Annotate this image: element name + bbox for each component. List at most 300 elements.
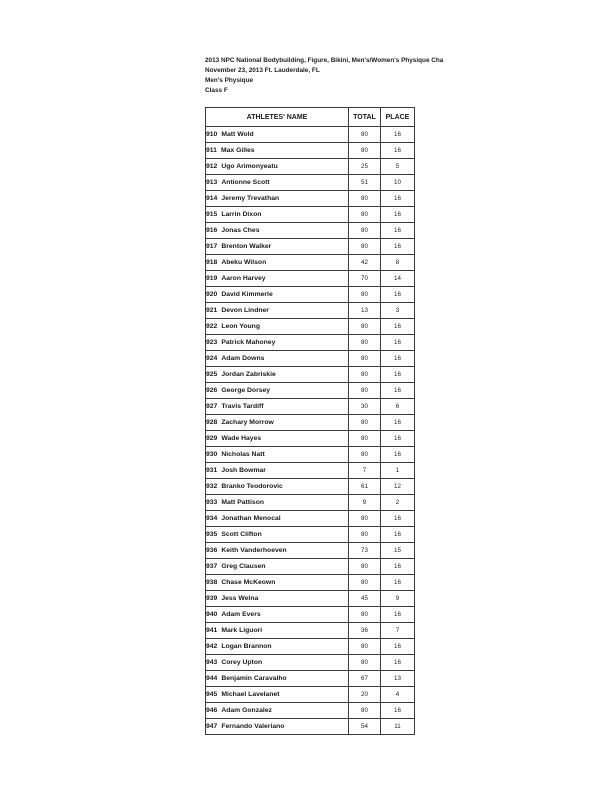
place-value: 16 [394,387,401,394]
athlete-name-cell [206,383,349,399]
competitor-number: 942 [206,643,218,650]
competitor-name: Adam Downs [221,355,265,362]
place-cell [381,559,415,575]
athlete-name-cell [206,255,349,271]
competitor-name: Mark Liguori [221,627,263,634]
table-row [206,271,415,287]
competitor-number: 929 [206,435,218,442]
place-cell [381,671,415,687]
table-row [206,511,415,527]
place-cell [381,687,415,703]
place-value: 16 [394,211,401,218]
athlete-name-cell [206,223,349,239]
place-cell [381,207,415,223]
place-cell [381,287,415,303]
total-value: 80 [361,435,368,442]
table-row [206,159,415,175]
place-value: 15 [394,547,401,554]
place-value: 5 [395,163,400,170]
athlete-name-cell [206,143,349,159]
athlete-name-cell [206,399,349,415]
table-row [206,527,415,543]
competitor-number: 930 [206,451,218,458]
athlete-name-cell [206,367,349,383]
competitor-number: 944 [206,675,218,682]
competitor-name: Travis Tardiff [221,403,264,410]
total-value: 80 [361,339,368,346]
total-value: 80 [361,707,368,714]
results-table [205,107,415,735]
athlete-name-cell [206,591,349,607]
table-row [206,223,415,239]
athlete-name-cell [206,687,349,703]
athlete-name-cell [206,623,349,639]
document-header [205,56,443,96]
total-value: 73 [361,547,368,554]
table-row [206,399,415,415]
total-value: 80 [361,195,368,202]
athlete-name-cell [206,303,349,319]
competitor-name: Benjamin Caravalho [221,675,287,682]
competitor-name: Matt Pattison [221,499,265,506]
athlete-name-cell [206,207,349,223]
total-value: 20 [361,691,368,698]
place-cell [381,271,415,287]
total-value: 30 [361,403,368,410]
place-cell [381,591,415,607]
table-row [206,143,415,159]
table-row [206,591,415,607]
athlete-name-cell [206,575,349,591]
total-value: 70 [361,275,368,282]
total-cell [349,383,381,399]
competitor-number: 947 [206,723,218,730]
competitor-number: 928 [206,419,218,426]
total-value: 80 [361,387,368,394]
total-cell [349,255,381,271]
athlete-name-cell [206,415,349,431]
total-cell [349,607,381,623]
place-value: 16 [394,611,401,618]
place-cell [381,143,415,159]
competitor-name: Adam Gonzalez [221,707,272,714]
competitor-name: Matt Wold [221,131,254,138]
table-row [206,463,415,479]
competitor-name: Wade Hayes [221,435,262,442]
place-cell [381,623,415,639]
competitor-name: Abeku Wilson [221,259,267,266]
table-row [206,479,415,495]
place-cell [381,319,415,335]
place-cell [381,335,415,351]
place-value: 16 [394,419,401,426]
place-cell [381,703,415,719]
table-row [206,719,415,735]
competitor-number: 927 [206,403,218,410]
place-cell [381,463,415,479]
competitor-number: 936 [206,547,218,554]
total-cell [349,415,381,431]
place-value: 16 [394,323,401,330]
table-row [206,703,415,719]
place-cell [381,447,415,463]
competitor-name: Adam Evers [221,611,261,618]
competitor-name: Logan Brannon [221,643,272,650]
total-value: 80 [361,579,368,586]
place-value: 16 [394,131,401,138]
table-row [206,303,415,319]
event-date-location: November 23, 2013 Ft. Lauderdale, FL [205,67,320,74]
total-value: 9 [362,499,367,506]
place-cell [381,479,415,495]
place-value: 16 [394,579,401,586]
competitor-name: Josh Bowmar [221,467,266,474]
total-cell [349,175,381,191]
competitor-number: 939 [206,595,218,602]
place-value: 16 [394,147,401,154]
place-value: 8 [395,259,400,266]
competitor-name: Branko Teodorovic [221,483,283,490]
place-value: 12 [394,483,401,490]
total-cell [349,447,381,463]
place-value: 16 [394,435,401,442]
competitor-number: 931 [206,467,218,474]
table-row [206,495,415,511]
competitor-number: 943 [206,659,218,666]
place-value: 16 [394,643,401,650]
athlete-name-cell [206,607,349,623]
total-value: 80 [361,515,368,522]
competitor-number: 926 [206,387,218,394]
total-value: 80 [361,531,368,538]
competitor-number: 933 [206,499,218,506]
athlete-name-cell [206,671,349,687]
competitor-number: 921 [206,307,218,314]
total-cell [349,319,381,335]
competitor-number: 940 [206,611,218,618]
athlete-name-cell [206,511,349,527]
total-value: 80 [361,227,368,234]
place-cell [381,655,415,671]
total-cell [349,719,381,735]
athlete-name-cell [206,431,349,447]
place-value: 16 [394,339,401,346]
total-cell [349,463,381,479]
results-table-body [206,127,415,735]
place-cell [381,383,415,399]
competitor-name: Devon Lindner [221,307,269,314]
competitor-name: Leon Young [221,323,260,330]
place-value: 16 [394,451,401,458]
athlete-name-cell [206,447,349,463]
competitor-number: 922 [206,323,218,330]
total-value: 80 [361,563,368,570]
place-cell [381,127,415,143]
competitor-name: Patrick Mahoney [221,339,276,346]
total-cell [349,367,381,383]
competitor-name: Jess Welna [221,595,259,602]
competitor-number: 941 [206,627,218,634]
total-cell [349,543,381,559]
total-value: 13 [361,307,368,314]
place-cell [381,511,415,527]
total-cell [349,687,381,703]
total-cell [349,335,381,351]
competitor-name: Jonas Ches [221,227,260,234]
athlete-name-cell [206,703,349,719]
total-value: 80 [361,291,368,298]
table-row [206,319,415,335]
athlete-name-cell [206,527,349,543]
total-value: 80 [361,243,368,250]
competitor-number: 924 [206,355,218,362]
place-cell [381,527,415,543]
competitor-name: Keith Vanderhoeven [221,547,287,554]
total-value: 80 [361,211,368,218]
place-value: 16 [394,563,401,570]
table-row [206,543,415,559]
athlete-name-cell [206,271,349,287]
total-cell [349,479,381,495]
total-value: 80 [361,131,368,138]
table-row [206,687,415,703]
competitor-name: Fernando Valeriano [221,723,285,730]
table-row [206,207,415,223]
competitor-name: Antionne Scott [221,179,270,186]
place-value: 2 [395,499,400,506]
place-cell [381,159,415,175]
place-cell [381,351,415,367]
table-row [206,175,415,191]
place-value: 10 [394,179,401,186]
table-row [206,239,415,255]
athlete-name-cell [206,719,349,735]
place-cell [381,639,415,655]
event-title: 2013 NPC National Bodybuilding, Figure, Bikini, Men's/Women's Physique Cha [205,57,444,64]
total-value: 45 [361,595,368,602]
competitor-number: 925 [206,371,218,378]
place-value: 6 [395,403,400,410]
athlete-name-cell [206,287,349,303]
place-cell [381,191,415,207]
place-cell [381,415,415,431]
athlete-name-cell [206,559,349,575]
competitor-name: Scott Clifton [221,531,262,538]
competitor-number: 912 [206,163,218,170]
total-cell [349,655,381,671]
place-value: 16 [394,195,401,202]
place-value: 16 [394,355,401,362]
table-row [206,447,415,463]
place-value: 13 [394,675,401,682]
place-value: 16 [394,659,401,666]
class-label: Class F [205,87,228,94]
table-row [206,671,415,687]
place-value: 16 [394,707,401,714]
total-value: 54 [361,723,368,730]
competitor-number: 910 [206,131,218,138]
competitor-number: 919 [206,275,218,282]
total-cell [349,703,381,719]
competitor-number: 914 [206,195,218,202]
place-cell [381,607,415,623]
place-value: 16 [394,531,401,538]
competitor-number: 937 [206,563,218,570]
athlete-name-cell [206,463,349,479]
total-value: 67 [361,675,368,682]
table-row [206,127,415,143]
competitor-name: Jeremy Trevathan [221,195,280,202]
competitor-name: Zachary Morrow [221,419,274,426]
table-row [206,287,415,303]
total-cell [349,431,381,447]
place-value: 16 [394,243,401,250]
place-value: 16 [394,291,401,298]
total-cell [349,159,381,175]
table-row [206,607,415,623]
total-value: 51 [361,179,368,186]
place-cell [381,303,415,319]
athlete-name-cell [206,335,349,351]
competitor-name: Aaron Harvey [221,275,266,282]
athlete-name-cell [206,175,349,191]
total-value: 80 [361,419,368,426]
athlete-name-cell [206,639,349,655]
total-cell [349,575,381,591]
competitor-number: 917 [206,243,218,250]
place-cell [381,367,415,383]
place-value: 9 [395,595,400,602]
athlete-name-cell [206,479,349,495]
place-value: 3 [395,307,400,314]
place-cell [381,239,415,255]
competitor-number: 945 [206,691,218,698]
athlete-name-cell [206,495,349,511]
athlete-name-cell [206,655,349,671]
total-value: 80 [361,643,368,650]
total-value: 80 [361,147,368,154]
competitor-number: 938 [206,579,218,586]
table-row [206,623,415,639]
total-cell [349,143,381,159]
competitor-number: 913 [206,179,218,186]
competitor-number: 923 [206,339,218,346]
total-value: 25 [361,163,368,170]
athlete-name-cell [206,319,349,335]
total-cell [349,303,381,319]
total-cell [349,495,381,511]
competitor-number: 918 [206,259,218,266]
place-value: 11 [394,723,401,730]
place-value: 16 [394,371,401,378]
total-value: 80 [361,659,368,666]
total-cell [349,559,381,575]
table-header-row [206,108,415,127]
total-value: 61 [361,483,368,490]
division-label: Men's Physique [205,77,254,84]
column-header-athletes-name: ATHLETES' NAME [206,108,349,127]
table-row [206,655,415,671]
place-cell [381,575,415,591]
total-value: 80 [361,323,368,330]
total-value: 7 [362,467,367,474]
total-value: 80 [361,611,368,618]
competitor-number: 934 [206,515,218,522]
competitor-number: 911 [206,147,217,154]
place-value: 14 [394,275,401,282]
athlete-name-cell [206,543,349,559]
total-cell [349,511,381,527]
total-cell [349,639,381,655]
total-cell [349,671,381,687]
table-row [206,415,415,431]
athlete-name-cell [206,351,349,367]
table-row [206,575,415,591]
competitor-number: 920 [206,291,218,298]
table-row [206,383,415,399]
athlete-name-cell [206,159,349,175]
competitor-name: George Dorsey [221,387,271,394]
place-cell [381,719,415,735]
competitor-name: Max Gilles [220,147,255,154]
table-row [206,639,415,655]
competitor-name: Michael Lavelanet [221,691,280,698]
competitor-name: Chase McKeown [221,579,276,586]
total-cell [349,399,381,415]
competitor-name: Jonathan Menocal [221,515,281,522]
column-header-total: TOTAL [349,108,381,127]
place-value: 16 [394,515,401,522]
total-cell [349,271,381,287]
competitor-name: Nicholas Natt [221,451,265,458]
table-row [206,335,415,351]
athlete-name-cell [206,127,349,143]
place-value: 1 [395,467,400,474]
competitor-name: Brenton Walker [221,243,272,250]
place-cell [381,543,415,559]
place-cell [381,223,415,239]
place-value: 7 [395,627,400,634]
table-row [206,367,415,383]
total-cell [349,239,381,255]
total-value: 36 [361,627,368,634]
total-cell [349,207,381,223]
place-cell [381,431,415,447]
place-cell [381,495,415,511]
total-cell [349,591,381,607]
total-cell [349,351,381,367]
competitor-name: Greg Clausen [221,563,266,570]
table-row [206,431,415,447]
competitor-number: 946 [206,707,218,714]
total-value: 80 [361,371,368,378]
column-header-place: PLACE [381,108,415,127]
competitor-name: David Kimmerle [221,291,273,298]
competitor-name: Larrin Dixon [221,211,262,218]
competitor-number: 916 [206,227,218,234]
athlete-name-cell [206,191,349,207]
total-value: 80 [361,355,368,362]
competitor-number: 935 [206,531,218,538]
total-cell [349,127,381,143]
table-row [206,255,415,271]
table-row [206,559,415,575]
total-value: 42 [361,259,368,266]
place-value: 16 [394,227,401,234]
competitor-number: 932 [206,483,218,490]
place-value: 4 [395,691,400,698]
athlete-name-cell [206,239,349,255]
